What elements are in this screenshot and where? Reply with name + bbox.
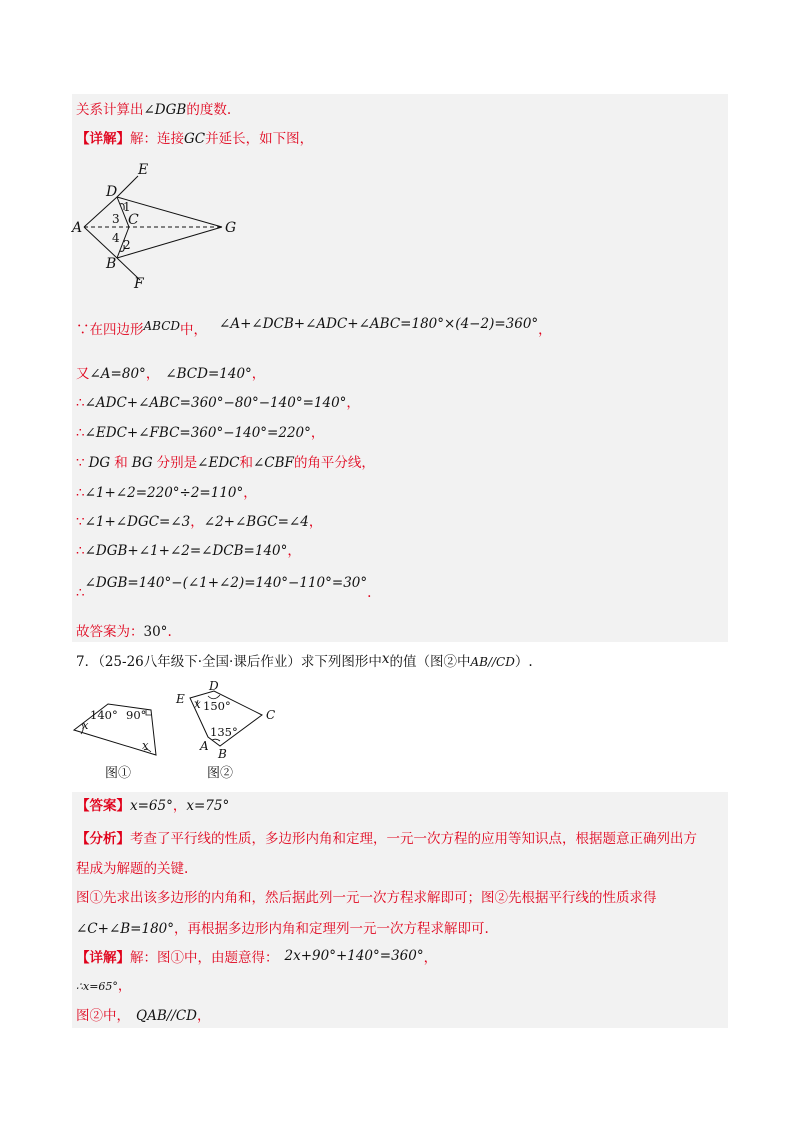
text: 又: [76, 366, 90, 382]
math: ∠DGB+∠1+∠2=∠DCB=140°: [84, 543, 288, 559]
label-E: E: [176, 692, 185, 706]
label-A: A: [200, 739, 209, 753]
solution-block-2: [72, 792, 728, 1028]
angle-90: 90°: [126, 708, 147, 722]
text: ，: [243, 485, 257, 501]
math: 2x+90°+140°=360°: [284, 948, 424, 964]
text: ∴: [76, 485, 85, 501]
step-line-2: [76, 364, 265, 384]
angle-x-right: x: [142, 738, 149, 752]
analysis-line-3: [76, 888, 657, 908]
analysis-line-4: [76, 919, 489, 939]
text: ∴: [76, 425, 85, 441]
text: ）.: [514, 654, 533, 670]
step-line-1: [76, 316, 552, 340]
math: ∠1+∠2=220°÷2=110°: [84, 485, 244, 501]
angle-135: 135°: [210, 725, 238, 739]
text: ∴: [76, 543, 85, 559]
step-line-6: [76, 483, 257, 503]
math: DG: [88, 455, 111, 471]
label-angle-2: 2: [123, 238, 131, 252]
label-angle-4: 4: [112, 231, 120, 245]
math: ∠EDC: [197, 455, 240, 471]
answer-tag: 【答案】: [76, 798, 130, 814]
angle-140: 140°: [90, 708, 118, 722]
step-line-4: [76, 423, 324, 443]
text: 考查了平行线的性质，多边形内角和定理，一元一次方程的应用等知识点，根据题意正确列出方: [130, 831, 697, 847]
math: BG: [131, 455, 153, 471]
caption-figure-1: 图①: [105, 766, 132, 780]
text: 和: [114, 455, 128, 471]
analysis-line-2: [76, 859, 188, 879]
label-G: G: [225, 220, 237, 236]
math: ∠DGB: [143, 102, 187, 118]
angle-x-left: x: [82, 718, 89, 732]
label-B: B: [218, 747, 227, 761]
text: ，再根据多边形内角和定理列一元一次方程求解即可.: [174, 921, 489, 937]
label-F: F: [134, 276, 144, 292]
question-number: 7．: [76, 654, 99, 670]
math: ∴x=65°: [76, 980, 118, 993]
analysis-tag: 【分析】: [76, 831, 130, 847]
label-D: D: [209, 679, 219, 693]
text: ，: [117, 978, 132, 994]
text: 关系计算出: [76, 102, 144, 118]
text: 解：图①中，由题意得：: [130, 950, 279, 966]
detail-line-2: [76, 976, 131, 997]
math: ∠DGB=140°−(∠1+∠2)=140°−110°=30°: [84, 575, 368, 591]
text: .: [367, 585, 372, 601]
text: 分别是: [156, 455, 198, 471]
text: 的角平分线，: [293, 455, 375, 471]
caption-figure-2: 图②: [207, 766, 234, 780]
math: ∠A+∠DCB+∠ADC+∠ABC=180°×(4−2)=360°: [219, 316, 539, 332]
text: ，: [190, 514, 204, 530]
math: AB//CD: [470, 655, 515, 669]
step-line-8: [76, 541, 301, 561]
text: 图①先求出该多边形的内角和，然后据此列一元一次方程求解即可；图②先根据平行线的性质求得: [76, 890, 657, 906]
math: 30°: [143, 624, 168, 640]
analysis-line-1: [76, 829, 697, 849]
math: ∠EDC+∠FBC=360°−140°=220°: [84, 425, 311, 441]
detail-line-1: [76, 948, 437, 968]
label-angle-3: 3: [112, 212, 120, 226]
text: 解：连接: [130, 131, 184, 147]
kite-figure: [70, 160, 250, 295]
line-detail: [76, 129, 313, 149]
math: x=75°: [186, 798, 230, 814]
line-intro: [76, 100, 231, 120]
question-7: [76, 652, 533, 672]
detail-tag: 【详解】: [76, 950, 130, 966]
detail-line-3: [76, 1006, 211, 1026]
figure-1-quadrilateral: [68, 698, 163, 780]
text: ，: [172, 798, 187, 814]
math: QAB//CD: [136, 1008, 197, 1024]
text: ∴: [76, 585, 85, 601]
step-line-7: [76, 512, 322, 532]
question-source: （25-26八年级下·全国·课后作业）: [98, 654, 301, 670]
math: ∠A=80°: [89, 366, 146, 382]
label-angle-1: 1: [123, 200, 131, 214]
step-line-5: [76, 453, 375, 473]
math: ∠2+∠BGC=∠4: [203, 514, 309, 530]
text: ∴: [76, 395, 85, 411]
label-D: D: [106, 184, 118, 200]
text: ，: [145, 366, 160, 382]
step-line-3: [76, 393, 360, 413]
text: ∵: [76, 514, 85, 530]
answer-line: [76, 796, 229, 816]
text: .: [167, 624, 172, 640]
text: ，: [423, 950, 438, 966]
angle-x: x: [194, 697, 201, 711]
text: ∵: [76, 455, 85, 471]
label-B: B: [106, 256, 117, 272]
text: 求下列图形中: [300, 654, 382, 670]
text: 故答案为：: [76, 624, 144, 640]
math: GC: [184, 131, 206, 147]
text: 的值（图②中: [389, 654, 471, 670]
label-A: A: [72, 220, 83, 236]
text: 并延长，如下图，: [205, 131, 314, 147]
math: ABCD: [143, 319, 181, 333]
math: x=65°: [130, 798, 173, 814]
text: ，: [346, 395, 360, 411]
text: 和: [239, 455, 253, 471]
final-answer-line: [76, 622, 172, 642]
math: x: [381, 651, 390, 667]
math: ∠ADC+∠ABC=360°−80°−140°=140°: [84, 395, 347, 411]
text: ，: [308, 514, 323, 530]
math: ∠CBF: [253, 455, 294, 471]
text: ∵在四边形: [76, 322, 144, 338]
text: ，: [197, 1008, 211, 1024]
text: 图②中，: [76, 1008, 130, 1024]
label-E: E: [138, 162, 149, 178]
angle-150: 150°: [203, 699, 231, 713]
step-line-9: [76, 575, 372, 601]
text: 程成为解题的关键.: [76, 861, 189, 877]
text: ，: [251, 366, 266, 382]
text: ，: [287, 543, 301, 559]
text: 的度数.: [186, 102, 232, 118]
math: ∠C+∠B=180°: [76, 921, 175, 937]
math: ∠1+∠DGC=∠3: [84, 514, 191, 530]
text: ，: [538, 322, 552, 338]
label-C: C: [266, 708, 276, 722]
figure-2-quadrilateral: [170, 678, 280, 780]
text: 中，: [180, 322, 208, 338]
label-C: C: [128, 212, 139, 228]
text: ，: [310, 425, 325, 441]
math: ∠BCD=140°: [165, 366, 252, 382]
detail-tag: 【详解】: [76, 131, 130, 147]
